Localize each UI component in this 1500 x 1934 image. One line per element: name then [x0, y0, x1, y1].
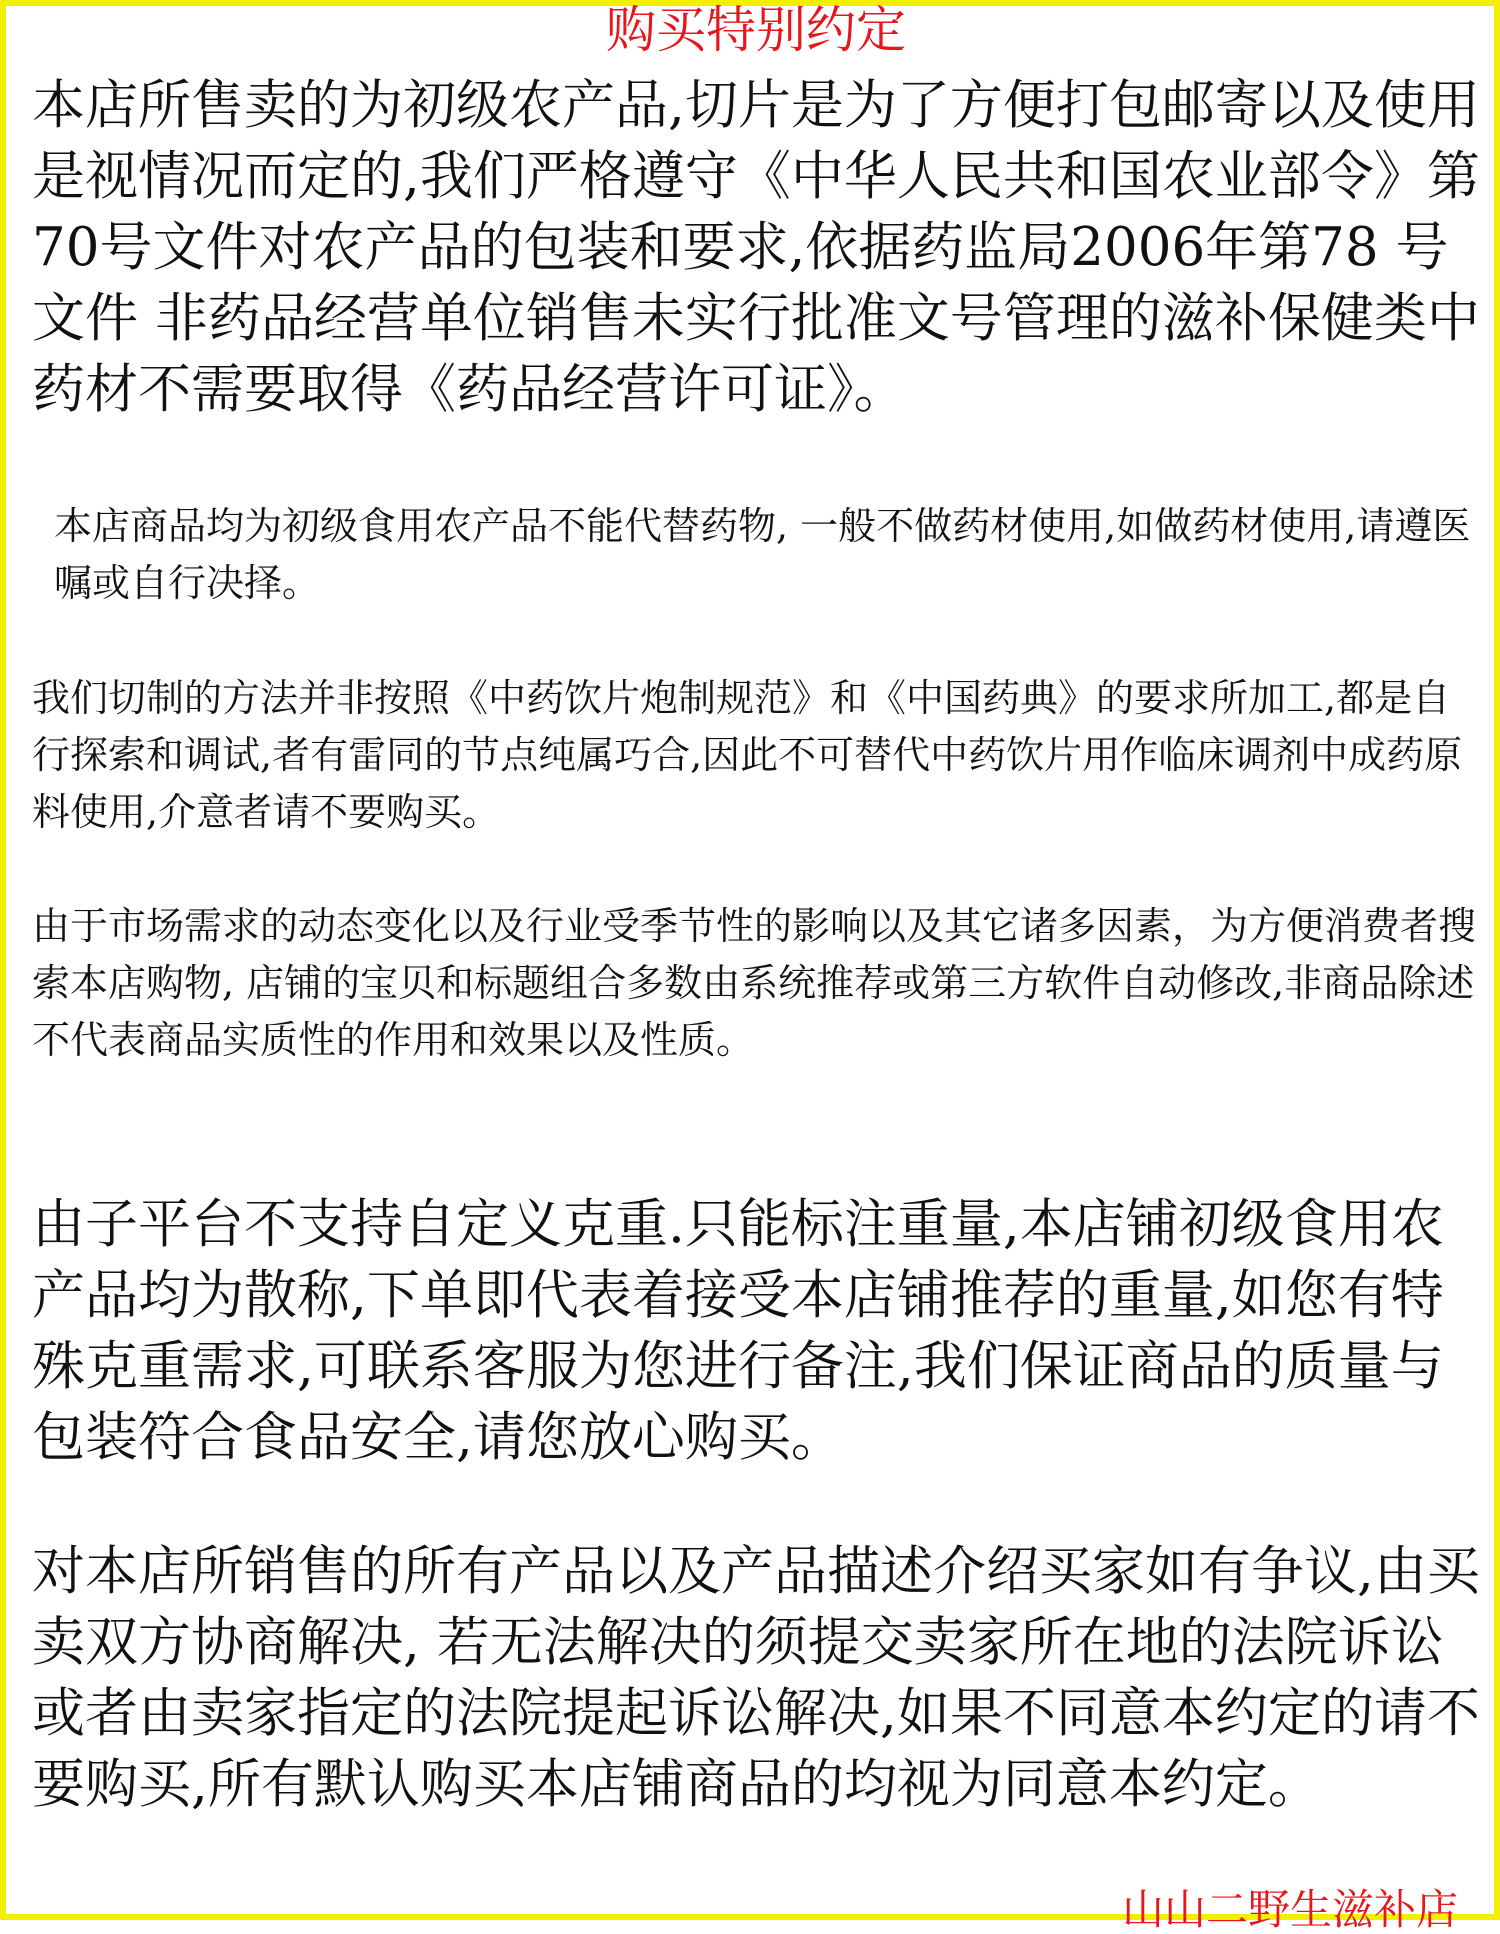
paragraph-market-changes: 由于市场需求的动态变化以及行业受季节性的影响以及其它诸多因素，为方便消费者搜索本店购物, 店铺的宝贝和标题组合多数由系统推荐或第三方软件自动修改,非商品除述不代表商品实质性的作用和效果以及性质。	[32, 904, 1477, 1062]
paragraph-weight-notice: 由子平台不支持自定义克重.只能标注重量,本店铺初级食用农产品均为散称,下单即代表着接受本店铺推荐的重量,如您有特殊克重需求,可联系客服为您进行备注,我们保证商品的质量与包装符合食品安全,请您放心购买。	[32, 1194, 1444, 1468]
paragraph-not-medicine: 本店商品均为初级食用农产品不能代替药物, 一般不做药材使用,如做药材使用,请遵医嘱或自行决择。	[54, 504, 1471, 605]
paragraph-agricultural-products: 本店所售卖的为初级农产品,切片是为了方便打包邮寄以及使用是视情况而定的,我们严格遵守《中华人民共和国农业部令》第70号文件对农产品的包装和要求,依据药监局2006年第78 号文件 非药品经营单位销售未实行批准文号管理的滋补保健类中药材不需要取得《药品经营许可证》。	[32, 75, 1480, 420]
paragraph-dispute-resolution: 对本店所销售的所有产品以及产品描述介绍买家如有争议,由买卖双方协商解决, 若无法解决的须提交卖家所在地的法院诉讼或者由卖家指定的法院提起诉讼解决,如果不同意本约定的请不要购买,所有默认购买本店铺商品的均视为同意本约定。	[32, 1541, 1480, 1815]
notice-title: 购买特别约定	[606, 1, 906, 59]
paragraph-processing-method: 我们切制的方法并非按照《中药饮片炮制规范》和《中国药典》的要求所加工,都是自行探索和调试,者有雷同的节点纯属巧合,因此不可替代中药饮片用作临床调剂中成药原料使用,介意者请不要购买。	[32, 676, 1463, 834]
store-signature: 山山二野生滋补店	[1121, 1885, 1458, 1934]
